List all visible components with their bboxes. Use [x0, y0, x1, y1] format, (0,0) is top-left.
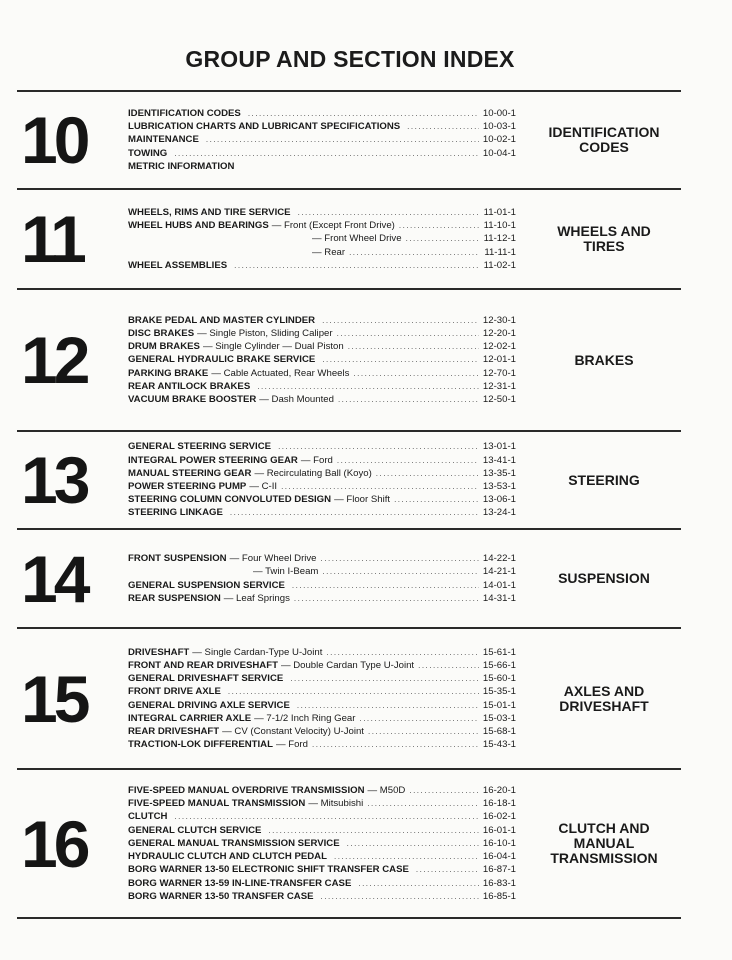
index-entry[interactable] — [128, 725, 516, 738]
page-number: 12-30-1 — [482, 314, 516, 326]
page-number: 15-03-1 — [482, 712, 516, 724]
entry-title: BORG WARNER 13-50 ELECTRONIC SHIFT TRANSFER CASE — [128, 864, 409, 876]
dot-leader — [409, 784, 479, 797]
page-number: 16-10-1 — [482, 837, 516, 849]
page-number: 16-04-1 — [482, 851, 516, 863]
page-number: 13-01-1 — [482, 441, 516, 453]
dot-leader — [290, 672, 479, 685]
entry-title: DRIVESHAFT — [128, 646, 190, 658]
entry-title: TRACTION-LOK DIFFERENTIAL — [128, 739, 273, 751]
index-entry[interactable] — [128, 699, 516, 712]
entry-subtitle: — Four Wheel Drive — [229, 553, 317, 565]
dot-leader — [418, 659, 479, 672]
page-number: 14-01-1 — [482, 579, 516, 591]
group-number: 15 — [21, 661, 87, 736]
entry-subtitle: — Dash Mounted — [259, 394, 334, 405]
dot-leader — [321, 552, 479, 565]
index-entry[interactable] — [128, 659, 516, 672]
entry-title: IDENTIFICATION CODES — [128, 107, 241, 119]
index-entry[interactable] — [128, 147, 516, 160]
entry-subtitle: — C-II — [249, 481, 278, 492]
page-number: 10-00-1 — [482, 107, 516, 119]
index-entry[interactable] — [128, 246, 516, 259]
page-number: 15-66-1 — [482, 659, 516, 671]
index-entry[interactable] — [128, 259, 516, 272]
index-entry[interactable] — [128, 367, 516, 380]
entry-subtitle: — Cable Actuated, Rear Wheels — [211, 367, 350, 379]
dot-leader — [337, 454, 479, 467]
dot-leader — [338, 393, 479, 406]
dot-leader — [349, 246, 480, 259]
dot-leader — [359, 712, 478, 725]
group-number: 10 — [21, 103, 87, 177]
entry-title: FIVE-SPEED MANUAL TRANSMISSION — [128, 798, 306, 810]
dot-leader — [407, 120, 479, 133]
dot-leader — [367, 797, 479, 810]
group-number: 11 — [21, 202, 83, 276]
entry-title: CLUTCH — [128, 811, 168, 823]
dot-leader — [298, 206, 480, 219]
entry-title: STEERING LINKAGE — [128, 507, 223, 519]
page-number: 13-41-1 — [482, 454, 516, 466]
dot-leader — [312, 738, 479, 751]
page-number: 10-04-1 — [482, 147, 516, 159]
entry-title: FIVE-SPEED MANUAL OVERDRIVE TRANSMISSION — [128, 785, 365, 797]
group-number: 12 — [21, 323, 87, 397]
page-number: 16-18-1 — [482, 798, 516, 810]
section-group-12 — [17, 290, 681, 430]
page-number: 13-06-1 — [482, 494, 516, 506]
index-entry[interactable] — [128, 133, 516, 146]
page-number: 11-11-1 — [484, 246, 516, 258]
index-entry[interactable] — [128, 738, 516, 751]
index-entry[interactable] — [128, 824, 516, 837]
page-number: 11-12-1 — [483, 233, 516, 245]
page-number: 10-03-1 — [482, 121, 516, 133]
section-group-11 — [17, 190, 681, 288]
index-entry[interactable] — [128, 467, 516, 480]
page-number: 16-85-1 — [482, 890, 516, 902]
page-number: 14-31-1 — [482, 592, 516, 604]
dot-leader — [206, 133, 479, 146]
group-number: 14 — [21, 541, 87, 616]
section-group-10 — [17, 92, 681, 188]
page-number: 12-50-1 — [482, 394, 516, 405]
entry-subtitle: — Rear — [312, 246, 346, 258]
section-group-16 — [17, 770, 681, 917]
entry-title: MANUAL STEERING GEAR — [128, 467, 252, 479]
dot-leader — [376, 467, 479, 480]
entry-title: DISC BRAKES — [128, 327, 195, 339]
entry-subtitle: — Double Cardan Type U-Joint — [280, 659, 415, 671]
dot-leader — [174, 810, 478, 823]
dot-leader — [406, 232, 480, 245]
entry-title: FRONT DRIVE AXLE — [128, 686, 221, 698]
section-entries — [128, 107, 516, 173]
dot-leader — [281, 480, 479, 493]
entry-title: BORG WARNER 13-50 TRANSFER CASE — [128, 890, 314, 902]
dot-leader — [348, 340, 479, 353]
entry-title: INTEGRAL CARRIER AXLE — [128, 712, 252, 724]
index-entry[interactable] — [128, 206, 516, 219]
index-entry[interactable] — [128, 850, 516, 863]
entry-title: FRONT AND REAR DRIVESHAFT — [128, 659, 278, 671]
page-number: 12-20-1 — [482, 327, 516, 339]
page-number: 16-87-1 — [482, 864, 516, 876]
entry-subtitle: — M50D — [367, 785, 406, 797]
page-number: 15-61-1 — [482, 646, 516, 658]
entry-title: INTEGRAL POWER STEERING GEAR — [128, 454, 298, 466]
page-number: 15-60-1 — [482, 673, 516, 685]
entry-title: REAR DRIVESHAFT — [128, 725, 220, 737]
index-entry[interactable] — [128, 506, 516, 519]
entry-title: POWER STEERING PUMP — [128, 481, 247, 492]
page-number: 16-01-1 — [482, 824, 516, 836]
dot-leader — [322, 314, 479, 327]
section-entries — [128, 552, 516, 605]
entry-title: PARKING BRAKE — [128, 367, 209, 379]
index-entry[interactable] — [128, 480, 516, 493]
index-entry[interactable] — [128, 454, 516, 467]
page-number: 14-21-1 — [482, 566, 516, 578]
entry-subtitle: — Single Cardan-Type U-Joint — [192, 646, 323, 658]
dot-leader — [294, 592, 479, 605]
page-number: 13-35-1 — [482, 467, 516, 479]
section-entries — [128, 646, 516, 752]
entry-subtitle: — 7-1/2 Inch Ring Gear — [254, 712, 356, 724]
index-entry[interactable] — [128, 314, 516, 327]
section-entries — [128, 440, 516, 519]
entry-title: GENERAL DRIVESHAFT SERVICE — [128, 673, 284, 685]
index-entry[interactable] — [128, 160, 516, 173]
entry-subtitle: — Floor Shift — [334, 494, 391, 506]
dot-leader — [321, 890, 479, 903]
index-entry[interactable] — [128, 393, 516, 406]
index-entry[interactable] — [128, 646, 516, 659]
entry-title: WHEEL HUBS AND BEARINGS — [128, 220, 269, 232]
page-number: 11-01-1 — [483, 206, 516, 218]
page-number: 13-53-1 — [482, 481, 516, 492]
dot-leader — [399, 219, 480, 232]
page-number: 12-31-1 — [482, 380, 516, 392]
index-entry[interactable] — [128, 837, 516, 850]
page-number: 15-68-1 — [482, 725, 516, 737]
entry-subtitle: — Single Piston, Sliding Caliper — [197, 327, 333, 339]
index-entry[interactable] — [128, 232, 516, 245]
index-entry[interactable] — [128, 107, 516, 120]
index-entry[interactable] — [128, 877, 516, 890]
index-entry[interactable] — [128, 353, 516, 366]
group-label: STEERING — [568, 471, 640, 488]
group-label: WHEELS AND TIRES — [557, 223, 651, 254]
dot-leader — [337, 327, 479, 340]
entry-title: METRIC INFORMATION — [128, 160, 235, 172]
entry-title: GENERAL STEERING SERVICE — [128, 441, 272, 453]
index-entry[interactable] — [128, 890, 516, 903]
group-label: AXLES AND DRIVESHAFT — [559, 682, 649, 714]
page-number: 13-24-1 — [482, 507, 516, 519]
section-entries — [128, 784, 516, 903]
entry-title: WHEEL ASSEMBLIES — [128, 259, 228, 271]
entry-subtitle: — Recirculating Ball (Koyo) — [254, 467, 372, 479]
entry-title: VACUUM BRAKE BOOSTER — [128, 394, 257, 405]
entry-title: REAR ANTILOCK BRAKES — [128, 380, 251, 392]
index-entry[interactable] — [128, 380, 516, 393]
page-number: 15-43-1 — [482, 739, 516, 751]
page-number: 16-83-1 — [482, 877, 516, 889]
group-number: 16 — [21, 806, 87, 881]
page-number: 10-02-1 — [482, 134, 516, 146]
dot-leader — [174, 147, 479, 160]
index-entry[interactable] — [128, 493, 516, 506]
page-number: 15-35-1 — [482, 686, 516, 698]
group-label: IDENTIFICATION CODES — [548, 124, 660, 155]
entry-subtitle: — Front (Except Front Drive) — [271, 220, 395, 232]
entry-subtitle: — Ford — [275, 739, 308, 751]
entry-subtitle: — Leaf Springs — [223, 592, 290, 604]
entry-title: STEERING COLUMN CONVOLUTED DESIGN — [128, 494, 332, 506]
index-entry[interactable] — [128, 712, 516, 725]
group-label: SUSPENSION — [558, 570, 650, 586]
index-entry[interactable] — [128, 440, 516, 453]
entry-title: HYDRAULIC CLUTCH AND CLUTCH PEDAL — [128, 851, 327, 863]
page-number: 12-70-1 — [482, 367, 516, 379]
entry-title: TOWING — [128, 147, 168, 159]
dot-leader — [368, 725, 479, 738]
entry-subtitle: — Ford — [300, 454, 333, 466]
dot-leader — [278, 440, 479, 453]
dot-leader — [416, 863, 479, 876]
section-entries — [128, 206, 516, 272]
index-entry[interactable] — [128, 784, 516, 797]
index-entry[interactable] — [128, 810, 516, 823]
section-entries — [128, 314, 516, 406]
dot-leader — [334, 850, 479, 863]
entry-title: GENERAL MANUAL TRANSMISSION SERVICE — [128, 837, 340, 849]
page-number: 14-22-1 — [482, 553, 516, 565]
entry-title: LUBRICATION CHARTS AND LUBRICANT SPECIFICATIONS — [128, 121, 401, 133]
dot-leader — [268, 824, 478, 837]
dot-leader — [228, 685, 479, 698]
index-entry[interactable] — [128, 672, 516, 685]
index-entry[interactable] — [128, 565, 516, 578]
entry-title: FRONT SUSPENSION — [128, 553, 227, 565]
group-label: BRAKES — [574, 351, 634, 368]
dot-leader — [347, 837, 479, 850]
entry-subtitle: — CV (Constant Velocity) U-Joint — [222, 725, 364, 737]
index-entry[interactable] — [128, 863, 516, 876]
index-entry[interactable] — [128, 219, 516, 232]
dot-leader — [353, 367, 478, 380]
entry-title: GENERAL DRIVING AXLE SERVICE — [128, 699, 290, 711]
page-title: GROUP AND SECTION INDEX — [185, 46, 515, 72]
section-group-13 — [17, 432, 681, 528]
entry-subtitle: — Twin I-Beam — [253, 566, 319, 578]
page-number: 12-01-1 — [482, 354, 516, 366]
index-entry[interactable] — [128, 685, 516, 698]
entry-title: WHEELS, RIMS AND TIRE SERVICE — [128, 206, 291, 218]
dot-leader — [326, 646, 479, 659]
dot-leader — [230, 506, 479, 519]
dot-leader — [248, 107, 479, 120]
page-number: 11-10-1 — [483, 220, 516, 232]
section-divider — [17, 917, 681, 919]
dot-leader — [394, 493, 479, 506]
page-number: 15-01-1 — [482, 699, 516, 711]
index-entry[interactable] — [128, 340, 516, 353]
entry-title: GENERAL CLUTCH SERVICE — [128, 824, 262, 836]
entry-subtitle: — Front Wheel Drive — [312, 233, 402, 245]
page-number: 16-20-1 — [482, 785, 516, 797]
page-number: 11-02-1 — [483, 259, 516, 271]
page-number: 12-02-1 — [482, 341, 516, 353]
index-entry[interactable] — [128, 797, 516, 810]
entry-title: MAINTENANCE — [128, 134, 199, 146]
page-number: 16-02-1 — [482, 811, 516, 823]
index-entry[interactable] — [128, 579, 516, 592]
dot-leader — [234, 259, 479, 272]
entry-title: GENERAL SUSPENSION SERVICE — [128, 579, 285, 591]
index-entry[interactable] — [128, 552, 516, 565]
section-group-15 — [17, 629, 681, 768]
group-number: 13 — [21, 443, 87, 517]
dot-leader — [297, 699, 479, 712]
group-label: CLUTCH AND MANUAL TRANSMISSION — [550, 820, 658, 866]
dot-leader — [322, 565, 479, 578]
entry-title: GENERAL HYDRAULIC BRAKE SERVICE — [128, 354, 316, 366]
entry-title: REAR SUSPENSION — [128, 592, 221, 604]
index-entry[interactable] — [128, 327, 516, 340]
entry-subtitle: — Single Cylinder — Dual Piston — [202, 341, 344, 353]
dot-leader — [292, 579, 479, 592]
section-group-14 — [17, 530, 681, 627]
dot-leader — [257, 380, 479, 393]
dot-leader — [322, 353, 479, 366]
dot-leader — [358, 877, 479, 890]
entry-subtitle: — Mitsubishi — [308, 798, 364, 810]
index-entry[interactable] — [128, 592, 516, 605]
entry-title: BORG WARNER 13-59 IN-LINE-TRANSFER CASE — [128, 877, 352, 889]
index-entry[interactable] — [128, 120, 516, 133]
entry-title: BRAKE PEDAL AND MASTER CYLINDER — [128, 314, 316, 326]
entry-title: DRUM BRAKES — [128, 341, 200, 353]
